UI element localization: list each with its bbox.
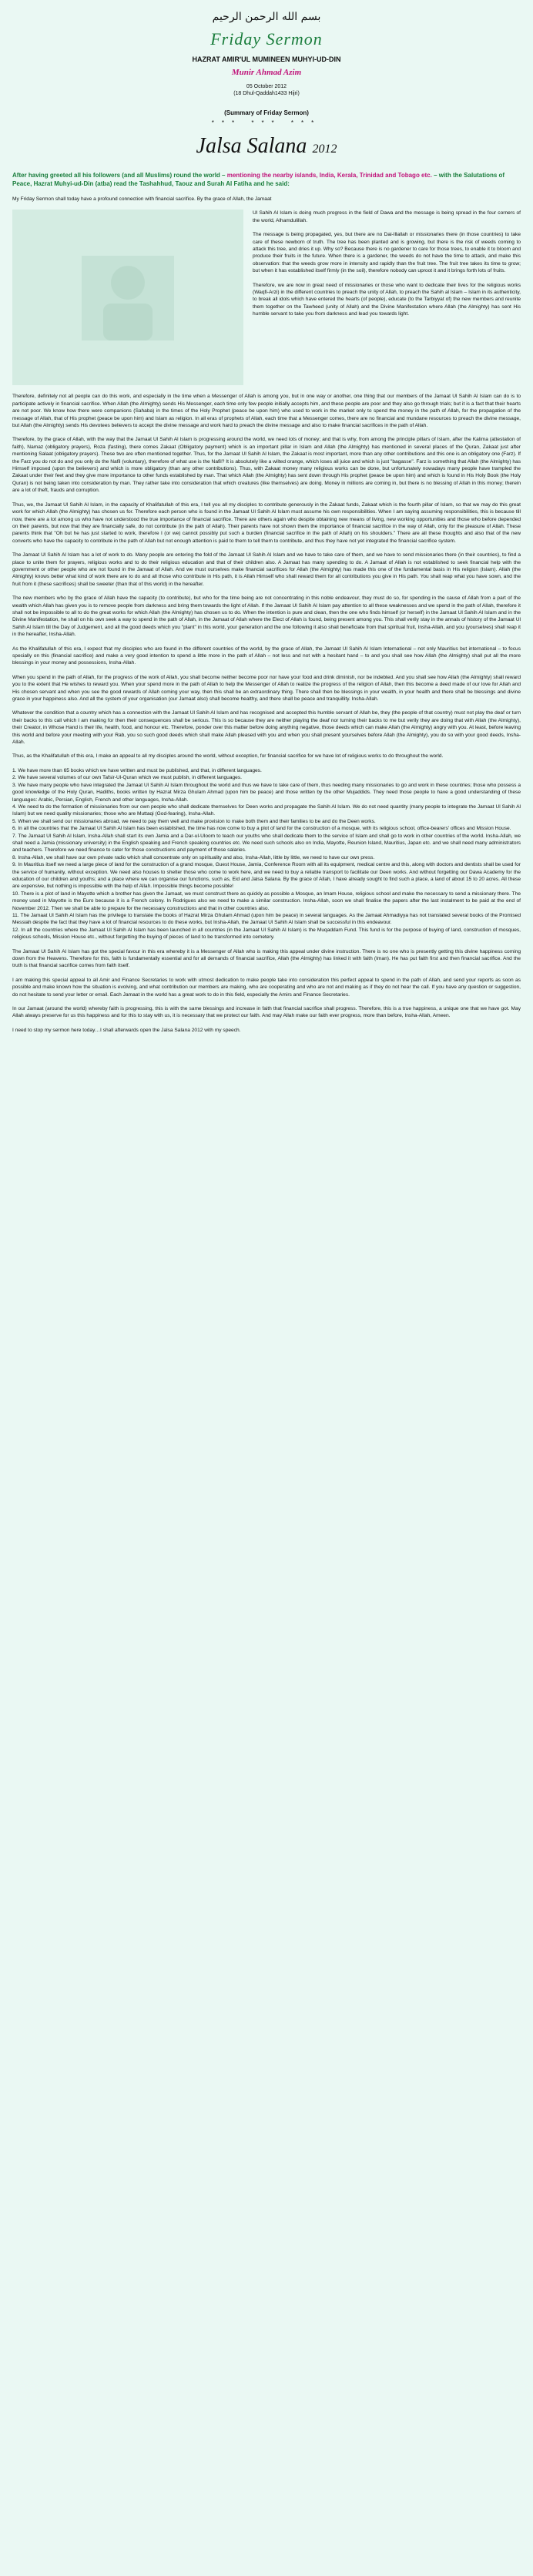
list-item: 3. We have many people who have integrated the Jamaat Ul Sahih Al Islam throughout the world and thus we have to take care of them, thus needing many missionaries to go and work in these countries; those who possess a good knowledge of the Holy Quran, Hadiths, books written by Hazrat Mirza Ghulam Ahmad (upon him be peace) and those written by the other Mujaddids. They need those people to have a good understanding of these languages: Arabic, Persian, English, French and other languages, Insha-Allah. bbox=[12, 782, 521, 803]
list-item: 1. We have more than 65 books which we have written and must be published, and that, in different languages. bbox=[12, 767, 262, 773]
right-col-paragraph: Therefore, we are now in great need of missionaries or those who want to dedicate their lives for the religious works (Waqfi-Arzi) in the different countries to preach the unity of Allah, to preach the Sahih al Islam – Islam in its authenticity, to break all idols which have entered the hearts (of people), educate (to the Tarbiyyat of) the new members and reunite them together on the Tawheed (unity of Allah) and the Divine Manifestation where Allah (the Almighty) has sent His humble servant to take you from darkness and lead you towards light. bbox=[253, 282, 521, 317]
body-paragraph: Therefore, by the grace of Allah, with the way that the Jamaat Ul Sahih Al Islam is progressing around the world, we need lots of money; and that is why, from among the principle pillars of Islam, after the Kalima (attestation of faith), Namaz (obligatory prayers), Roza (fasting), there comes Zakaat (Obligatory payment) which is an important pillar in Islam and Allah (the Almighty) has mentioned in several places of the Quran, Zakaat just after mentioning Salaat (obligatory prayers). These two are often mentioned together. Thus, for the Jamaat Ul Sahih Al Islam, the Zakaat is most important, more than any other contributions and this one is an obligatory one (Farz). If the Farz you do not do and you only do the Nafil (voluntary), therefore of what use is the Nafil? It is absolutely like a wilted orange, which loses all juice and which is just "bagasse". Farz is something that Allah (the Almighty) has Himself imposed (upon the believers) and which is more obligatory (than any other contributions). Thus, with Zakaat money many religious works can be done, but unfortunately nowadays many people have trampled the Zakaat under their feet and they give more importance to other funds established by man. That which Allah (the Almighty) has sent down through His prophet (peace be upon him) and which is found in His Holy Book (the Holy Quran) is not being taken into consideration by man. They rather take into consideration that which creatures (like themselves) are doing. Money in millions are coming in, but there is no blessing of Allah in this money; therein are a lot of theft, frauds and corruption. bbox=[12, 437, 521, 494]
right-col-paragraph: Ul Sahih Al Islam is doing much progress in the field of Dawa and the message is being spread in the four corners of the world, Alhamdulillah. bbox=[253, 210, 521, 223]
right-column bbox=[253, 210, 521, 324]
sermon-photo bbox=[12, 210, 243, 385]
main-title bbox=[12, 134, 521, 159]
list-item: 12. In all the countries where the Jamaat Ul Sahih Al Islam has been launched in all countries (in the Jamaat Ul Sahih Al Islam) is the Muqaddam Fund. This fund is for the purpose of buying of land, construction of mosques, religious schools, Mission House etc., without forgetting the buying of pieces of land to be transformed into cemetery. bbox=[12, 927, 521, 941]
bismillah: بسم الله الرحمن الرحيم bbox=[212, 11, 321, 23]
closing-paragraph: I need to stop my sermon here today…I shall afterwards open the Jalsa Salana 2012 with my speech. bbox=[12, 1027, 241, 1033]
sub-title: HAZRAT AMIR'UL MUMINEEN MUHYI-UD-DIN bbox=[192, 55, 341, 63]
body-paragraph: Thus, as the Khalifatullah of this era, I make an appeal to all my disciples around the world, without exception, for financial sacrifice for we have lot of religious works to do throughout the world. bbox=[12, 753, 444, 760]
right-col-paragraph: The message is being propagated, yes, but there are no Dai-Illallah or missionaries there (in those countries) to take care of these newborn of truth. The tree has been planted and is growing, but there is the risk of weeds coming to attack this tree, and dries it up. Why so? Because there is no gardener to care for those trees, to enable it to bloom and produce their fruits in the future. When there is a gardener, the weeds do not have the time to attack, and make this observation: that the weeds grow more in intensity and rapidly than the fruit tree. The fruit tree takes its time to grow; but when it has established itself firmly (in the soil), therefore nobody can uproot it and it brings forth lots of fruits. bbox=[253, 232, 521, 274]
list-item: 9. In Mauritius itself we need a large piece of land for the construction of a grand mosque, Guest House, Jamia, Conference Room with all its equipment, medical centre and this, along with doctors and dentists shall be used for the service of humanity, without exception. We need also houses to shelter those who come to work here, and we need to buy a reliable transport to facilitate our Deen works. And without forgetting our Dawa Academy for the education of our children and youths; and a place where we can organise our functions, such as, Eid and Jalsa Salana. By the grace of Allah, I have already sought to find such a place, a land of about 15 to 20 acres. All these are expensive, but nothing is impossible with the help of Allah. Impossible things become possible! bbox=[12, 862, 521, 890]
list-item: 7. The Jamaat Ul Sahih Al Islam, Insha-Allah shall start its own Jamia and a Dar-ul-Uloom to teach our youths who shall dedicate them to the service of Islam and shall go to work in other countries of the world. Insha-Allah, we shall need a Jamia (missionary university) in the English speaking and French speaking countries etc. We need such schools also on India, Mayotte, Reunion Island, Mauritius, Japan etc. and we shall need many administrators and teachers. Therefore we need finance to cater for those constructions and payment of those salaries. bbox=[12, 833, 521, 854]
closing-paragraph: The Jamaat Ul Sahih Al Islam has got the special favour in this era whereby it is a Messenger of Allah who is making this appeal under divine instruction. There is no one who is presently getting this divine happiness coming down from the Heavens. Therefore for this, faith is fundamentally essential and for all demands of financial sacrifice, Allah (the Almighty) has linked it with faith (Iman). He has put faith first and then financial sacrifice. And the truth is that financial sacrifice comes from faith itself. bbox=[12, 948, 521, 969]
salutation bbox=[12, 171, 521, 188]
list-item: 10. There is a plot of land in Mayotte which a brother has given the Jamaat, we must construct there as quickly as possible a Mosque, an Imam House, religious school and make the necessary to send a missionary there. The money used in Mayotte is the Euro because it is a French colony. In Rodrigues also we need to make a similar construction. Insha-Allah, soon we shall finalise the papers after the last instalment to be paid at the end of November 2012. Then we shall be able to prepare for the necessary constructions and that in other countries also. bbox=[12, 891, 521, 911]
intro-paragraph: My Friday Sermon shall today have a profound connection with financial sacrifice. By the grace of Allah, the Jamaat bbox=[12, 196, 272, 202]
salutation-part2: – with the Salutations of Peace, Hazrat Muhyi-ud-Din (atba) read the Tashahhud, Taouz and Surah Al Fatiha and he said: bbox=[12, 172, 505, 187]
body-paragraph: When you spend in the path of Allah, for the progress of the work of Allah, you shall become neither become poor nor have your food and drink diminish, nor be indebted. And you shall see how Allah (the Almighty) shall reward you to the extent that He wishes to reward you. When your spend more in the path of Allah to help the Messenger of Allah to realize the progress of the religion of Allah, then this become a deed made of our love for Allah and His chosen servant and when you see the good rewards of Allah coming your way, then this shall be an extraordinary thing. There shall then be blessings in your wealth, in your health and there shall be blessings and divine grace in your happiness also. And all the system of your organisation (our Jamaat also) shall become healthy, and there shall be peace and tranquillity. Insha-Allah. bbox=[12, 674, 521, 703]
body-paragraph: The Jamaat Ul Sahih Al Islam has a lot of work to do. Many people are entering the fold of the Jamaat Ul Sahih Al Islam and we have to take care of them, and we have to send missionaries there (in their countries), to find a place to unite them for prayers, religious works and to do their religious education and that of their children also. A Jamaat has many spending to do. A Jamaat of Allah is not established to seek financial help with the government or other people who are not found in the Jamaat of Allah. And we must ourselves make financial sacrifices for Allah (the Almighty) has made this one of the fundamental basis in His religion (Islam). Allah (the Almighty) knows better what kind of work there are to do and all those who contribute in His path, it is Allah Himself who shall reward them for all contributions you give in His path. You shall reap what you have sown, and the fruit from it (these sacrifices) shall be sweeter (than that of this world) in the hereafter. bbox=[12, 552, 521, 587]
body-paragraph: Therefore, definitely not all people can do this work, and especially in the time when a Messenger of Allah is among you, but in one way or another, one thing that our members of the Jamaat Ul Sahih Al Islam can do is to participate actively in financial sacrifice. When Allah (the Almighty) sends His Messenger, each time only few people initially accepts him, and these people are poor and they also go through trials; but it is a fact that their hearts are not poor. We know how there were companions (Sahaba) in the times of the Holy Prophet (peace be upon him) who used to work in the market only to spend the money in the path of Allah, for the propagation of the message of Allah, that of His prophet (peace be upon him) and Islam as religion. In all eras of prophets of Allah, each time that a Messenger comes, there are no financial and mundane resources to preach the divine message, but Allah (the Almighty) sends His devotees believers to accept the divine message and work hard to preach the divine message and also to make financial sacrifices in the path of Allah. bbox=[12, 394, 521, 429]
separator-stars: *** *** *** bbox=[211, 119, 322, 126]
page-title: Friday Sermon bbox=[210, 29, 323, 49]
body-paragraph: Whatever the condition that a country which has a connection with the Jamaat Ul Sahih Al Islam and has recognised and accepted this humble servant of Allah be, they (the people of that country) must not play the deaf or turn their backs to this call which I am making for then their consequences shall be serious. This is so because they are neither playing the deaf nor turning their backs to me but verily they are doing that with Allah (the Almighty), their Creator, in Whose Hand is their life, health, food, and honour etc. Therefore, ponder over this matter before doing anything negative, those deeds which can make Allah (the Almighty) angry with you. At least, before leaving this world and before your meeting with your Rab, you so such good deeds which shall make Allah pleased with you and when you shall present yourselves before Allah (the Almighty), you do so with your good deeds, Insha-Allah. bbox=[12, 710, 521, 746]
list-item: 6. In all the countries that the Jamaat Ul Sahih Al Islam has been established, the time has now come to buy a plot of land for the construction of a mosque, with its religious school, office-bearers' offices and Mission House. bbox=[12, 826, 511, 832]
summary-label: (Summary of Friday Sermon) bbox=[224, 109, 309, 116]
list-item: 11. The Jamaat Ul Sahih Al Islam has the privilege to translate the books of Hazrat Mirza Ghulam Ahmad (upon him be peace) in several languages. As the Jamaat Ahmadiyya has not translated several books of the Promised Messiah despite the fact that they have a lot of financial resources to do these works, but Insha-Allah, the Jamaat Ul Sahih Al Islam shall be successful in this endeavour. bbox=[12, 913, 521, 926]
body-paragraph: Thus, we, the Jamaat Ul Sahih Al Islam, in the capacity of Khalifatullah of this era, I tell you all my disciples to contribute generously in the Zakaat funds, Zakaat which is the fourth pillar of Islam, so that we may do this great work for which Allah (the Almighty) has chosen us for. Therefore each person who is found in the Jamaat Ul Sahih Al Islam must assume his own responsibilities. When I am saying assuming responsibilities, this is because till now, there are a lot among us who have not understood the true importance of financial sacrifice. There are others again who despite obtaining new means of living, new working opportunities and those who before depended on their parents, but now that they are financially safe, do not contribute (in the path of Allah). Their parents have not shown them the importance of financial sacrifice in the way of Allah, only for the pleasure of Allah. These parents think that "Oh but he has just started to work, therefore I (or we) cannot possibly put such a burden (financial sacrifice in the path of Allah) on his shoulders." There are all these thoughts and also that of the new converts who have the capacity to contribute in the path of Allah but not enough attention is paid to them to tell them to contribute, and thus they have not yet integrated the financial sacrifice system. bbox=[12, 501, 521, 544]
photo-placeholder-icon bbox=[12, 210, 243, 385]
closing-paragraph: In our Jamaat (around the world) whereby faith is progressing, this is with the same blessings and increase in faith that financial sacrifice shall progress. Therefore, this is a true happiness, a unique one that we have got. May Allah always preserve for us this happiness and for this to stay with us, it is necessary that we protect our faith. And may Allah make our faith ever progress, more than before, Insha-Allah, Ameen. bbox=[12, 1006, 521, 1019]
main-title-text: Jalsa Salana bbox=[196, 134, 307, 158]
body-paragraph: The new members who by the grace of Allah have the capacity (to contribute), but who for the time being are not concentrating in this noble endeavour, they must do so, for spending in the cause of Allah from a part of the wealth which Allah has given you is to remove people from darkness and bring them towards the light of Allah. If the Jamaat Ul Sahih Al Islam pay attention to all these weaknesses and we spend in the path of Allah, therefore it shall not be impossible to all to do the great works for which Allah (the Almighty) has chosen us to do. When the intention is pure and clean, then the one who finds himself (or herself) in the Jamaat Ul Sahih Al Islam and in the Divine Manifestation, he shall on his own seek a way to spend in the path of Allah, in the Jamaat of Allah where the Elect of Allah is found, being present among you. This shall verily stay in the annals of history of the Jamaat Ul Sahih Al Islam till the Day of Judgement, and all the good deeds which you "plant" in this world, your generation and the one following it also shall beneficiate from that spiritual fruit, Insha-Allah, and you (yourselves) shall reap it in the hereafter, Insha-Allah. bbox=[12, 595, 521, 638]
date-gregorian: 05 October 2012 bbox=[246, 84, 287, 89]
salutation-part1: After having greeted all his followers (and all Muslims) round the world – bbox=[12, 172, 227, 179]
intro-section bbox=[12, 196, 521, 390]
list-item: 5. When we shall send our missionaries abroad, we need to pay them well and make provision to make both them and their families to be and do the Deen works. bbox=[12, 818, 376, 824]
salutation-highlight: mentioning the nearby islands, India, Kerala, Trinidad and Tobago etc. bbox=[226, 172, 432, 179]
date-hijri: (18 Dhul-Qaddah1433 Hijri) bbox=[233, 91, 300, 96]
closing-paragraph: I am making this special appeal to all Amir and Finance Secretaries to work with utmost dedication to make people take into consideration this perfect appeal to spend in the path of Allah, and send your reports as soon as possible and make known how the situation is evolving, and what contribution our members are making, who are cooperating and who are not and making as if they do not hear the call. If you have any question or suggestion, do not hesitate to send your letter or email. Each Jamaat in the world has a great work to do in this field, especially the Amirs and Finance Secretaries. bbox=[12, 977, 521, 998]
list-item: 4. We need to do the formation of missionaries from our own people who shall dedicate themselves for Deen works and propagate the Sahih Al Islam. We do not need quantity (many people to integrate the Jamaat Ul Sahih Al Islam) but we need quality missionaries; those who are Muttaqi (God-fearing), Insha-Allah. bbox=[12, 803, 521, 817]
list-item: 2. We have several volumes of our own Tafsir-Ul-Quran which we must publish, in different languages. bbox=[12, 775, 242, 781]
list-item: 8. Insha-Allah, we shall have our own private radio which shall concentrate only on spirituality and also, Insha-Allah, little by little, we need to have our own press. bbox=[12, 854, 375, 860]
main-title-year: 2012 bbox=[312, 143, 337, 156]
body-paragraph: As the Khalifatullah of this era, I expect that my disciples who are found in the different countries of the world, by the grace of Allah, the Jamaat Ul Sahih Al Islam International – not only Mauritius but international – to focus specially on this (financial sacrifice) and make a very good intention to spend a little more in the path of Allah – not less and not with a hesitant hand – to and you shall see how Allah (the Almighty) shall put all the more blessings in your money and possessions, Insha-Allah. bbox=[12, 646, 521, 666]
works-list bbox=[12, 767, 521, 941]
author-name: Munir Ahmad Azim bbox=[231, 68, 302, 77]
